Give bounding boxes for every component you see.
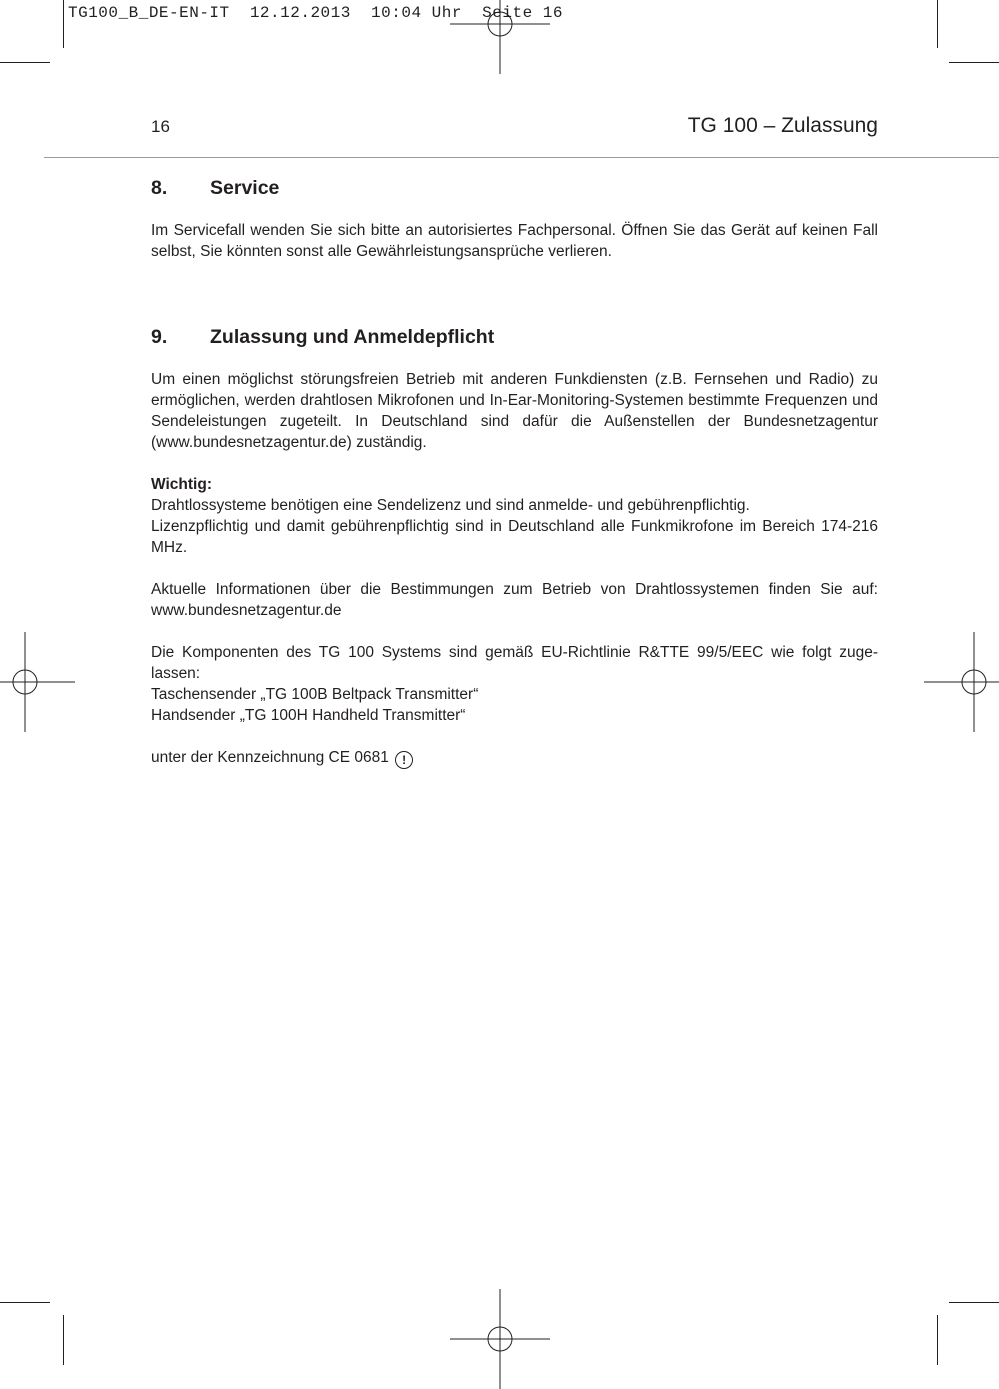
crop-mark xyxy=(0,1302,50,1303)
section-title: Zulassung und Anmeldepflicht xyxy=(210,326,495,348)
page-number: 16 xyxy=(151,117,170,136)
registration-mark-left xyxy=(0,632,75,732)
section-number: 8. xyxy=(151,177,168,199)
important-line: Lizenzpflichtig und damit gebührenpflichtig sind in Deutschland alle Funkmikrofone im Bereich 174-216 MHz. xyxy=(151,518,878,556)
approval-intro-paragraph: Um einen möglichst störungsfreien Betrieb mit anderen Funkdiensten (z.B. Fernsehen und Radio) zu ermöglichen, werden drahtlosen Mikrofonen und In-Ear-Monitoring-Systemen bestimmte Frequenzen und Sendeleistungen zugeteilt. In Deutschland sind dafür die Außenstellen der Bundesnetzagentur (www.bundesnetzagentur.de) zuständig. xyxy=(151,371,878,451)
section-heading xyxy=(151,174,878,202)
crop-mark xyxy=(949,1302,999,1303)
service-paragraph: Im Servicefall wenden Sie sich bitte an autorisiertes Fachpersonal. Öffnen Sie das Gerät auf keinen Fall selbst, Sie könnten sonst alle Gewährleistungsansprüche verlieren. xyxy=(151,222,878,260)
components-intro: Die Komponenten des TG 100 Systems sind gemäß EU-Richtlinie R&TTE 99/5/EEC wie folgt zuge-lassen: xyxy=(151,644,878,682)
registration-mark-right xyxy=(924,632,999,732)
page-content xyxy=(151,174,878,769)
info-paragraph: Aktuelle Informationen über die Bestimmungen zum Betrieb von Drahtlossystemen finden Sie auf: www.bundesnetzagentur.de xyxy=(151,581,878,619)
section-service xyxy=(151,174,878,262)
crop-mark xyxy=(937,1315,938,1365)
header-divider xyxy=(44,157,999,158)
section-title: Service xyxy=(210,177,280,199)
marking-line xyxy=(151,747,878,769)
printer-slug: TG100_B_DE-EN-IT 12.12.2013 10:04 Uhr Seite 16 xyxy=(68,4,563,22)
crop-mark xyxy=(949,62,999,63)
marking-text: unter der Kennzeichnung CE 0681 xyxy=(151,749,389,766)
section-approval xyxy=(151,323,878,769)
crop-mark xyxy=(0,62,50,63)
running-title: TG 100 – Zulassung xyxy=(687,114,878,137)
registration-mark-top xyxy=(450,0,550,74)
alert-sign-icon: ! xyxy=(395,751,413,769)
crop-mark xyxy=(63,0,64,48)
important-label: Wichtig: xyxy=(151,476,212,493)
section-heading xyxy=(151,323,878,351)
crop-mark xyxy=(937,0,938,48)
component-item: Handsender „TG 100H Handheld Transmitter“ xyxy=(151,707,466,724)
section-number: 9. xyxy=(151,326,168,348)
registration-mark-bottom xyxy=(450,1289,550,1389)
important-line: Drahtlossysteme benötigen eine Sendelizenz und sind anmelde- und gebührenpflichtig. xyxy=(151,497,750,514)
component-item: Taschensender „TG 100B Beltpack Transmitter“ xyxy=(151,686,479,703)
crop-mark xyxy=(63,1315,64,1365)
